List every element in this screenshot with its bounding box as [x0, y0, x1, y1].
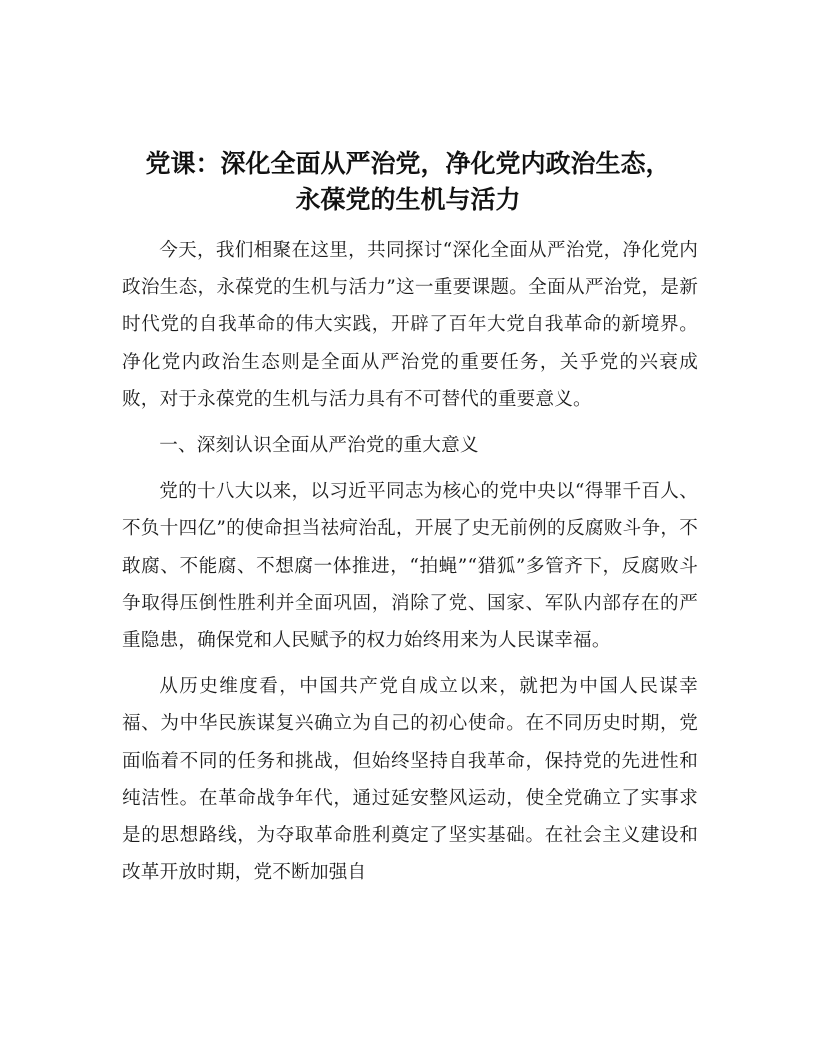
document-title — [110, 146, 706, 218]
body-paragraph: 从历史维度看，中国共产党自成立以来，就把为中国人民谋幸福、为中华民族谋复兴确立为自己的初心使命。在不同历史时期，党面临着不同的任务和挑战，但始终坚持自我革命，保持党的先进性和纯洁性。在革命战争年代，通过延安整风运动，使全党确立了实事求是的思想路线，为夺取革命胜利奠定了坚实基础。在社会主义建设和改革开放时期，党不断加强自 — [122, 676, 698, 884]
body-paragraph: 党的十八大以来，以习近平同志为核心的党中央以“得罪千百人、不负十四亿”的使命担当祛疴治乱，开展了史无前例的反腐败斗争，不敢腐、不能腐、不想腐一体推进，“拍蝇”“猎狐”多管齐下，反腐败斗争取得压倒性胜利并全面巩固，消除了党、国家、军队内部存在的严重隐患，确保党和人民赋予的权力始终用来为人民谋幸福。 — [122, 481, 698, 652]
title-line-2: 永葆党的生机与活力 — [295, 185, 521, 214]
body-paragraph: 今天，我们相聚在这里，共同探讨“深化全面从严治党，净化党内政治生态，永葆党的生机与活力”这一重要课题。全面从严治党，是新时代党的自我革命的伟大实践，开辟了百年大党自我革命的新境界。净化党内政治生态则是全面从严治党的重要任务，关乎党的兴衰成败，对于永葆党的生机与活力具有不可替代的重要意义。 — [122, 240, 698, 410]
section-heading: 一、深刻认识全面从严治党的重大意义 — [159, 435, 479, 457]
title-line-1: 党课：深化全面从严治党，净化党内政治生态， — [145, 149, 671, 178]
document-body — [122, 232, 698, 891]
